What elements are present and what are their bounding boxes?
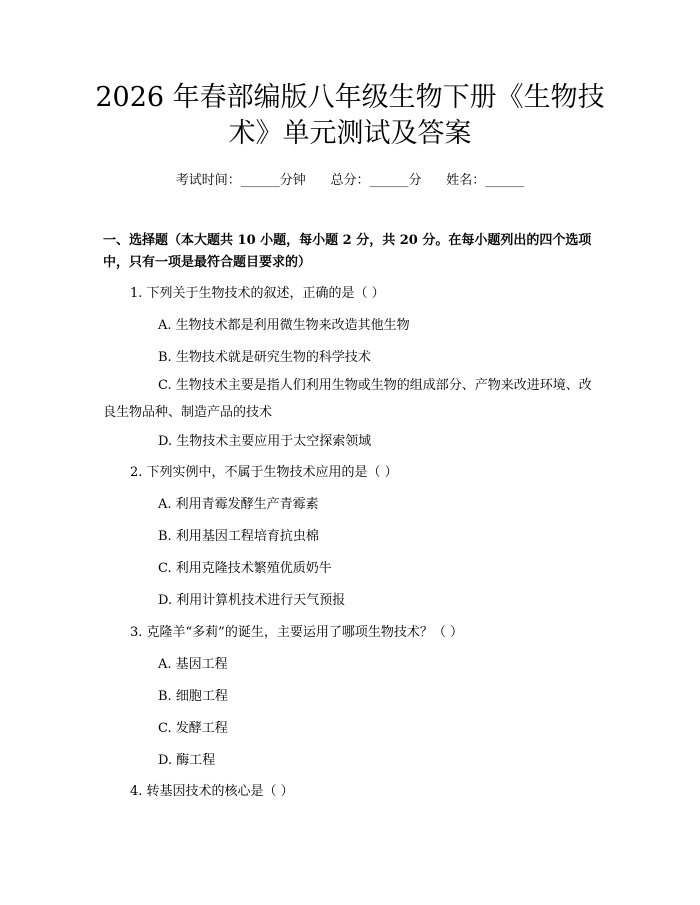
question-3-option-a: A. 基因工程 (158, 657, 228, 672)
question-3-option-b: B. 细胞工程 (158, 689, 228, 704)
question-2-stem: 2. 下列实例中，不属于生物技术应用的是（ ） (130, 465, 398, 480)
document-title: 2026 年春部编版八年级生物下册《生物技术》单元测试及答案 (95, 82, 605, 149)
question-2-option-d: D. 利用计算机技术进行天气预报 (158, 593, 346, 608)
exam-info-line: 考试时间：______分钟 总分：______分 姓名：______ (175, 173, 525, 188)
question-1-stem: 1. 下列关于生物技术的叙述，正确的是（ ） (130, 286, 385, 301)
question-1-option-b: B. 生物技术就是研究生物的科学技术 (158, 350, 371, 365)
question-3-option-c: C. 发酵工程 (158, 721, 228, 736)
question-3-stem: 3. 克隆羊“多莉”的诞生，主要运用了哪项生物技术？（ ） (130, 625, 463, 640)
question-1-option-a: A. 生物技术都是利用微生物来改造其他生物 (158, 318, 410, 333)
question-2-option-a: A. 利用青霉发酵生产青霉素 (158, 497, 319, 512)
question-1-option-d: D. 生物技术主要应用于太空探索领域 (158, 434, 372, 449)
question-2-option-c: C. 利用克隆技术繁殖优质奶牛 (158, 561, 332, 576)
question-1-option-c: C. 生物技术主要是指人们利用生物或生物的组成部分、产物来改进环境、改良生物品种、制造产品的技术 (103, 378, 592, 420)
question-2-option-b: B. 利用基因工程培育抗虫棉 (158, 529, 319, 544)
question-3-option-d: D. 酶工程 (158, 753, 216, 768)
section-heading: 一、选择题（本大题共 10 小题，每小题 2 分，共 20 分。在每小题列出的四个选项中，只有一项是最符合题目要求的） (103, 233, 592, 270)
question-4-stem: 4. 转基因技术的核心是（ ） (130, 784, 294, 799)
